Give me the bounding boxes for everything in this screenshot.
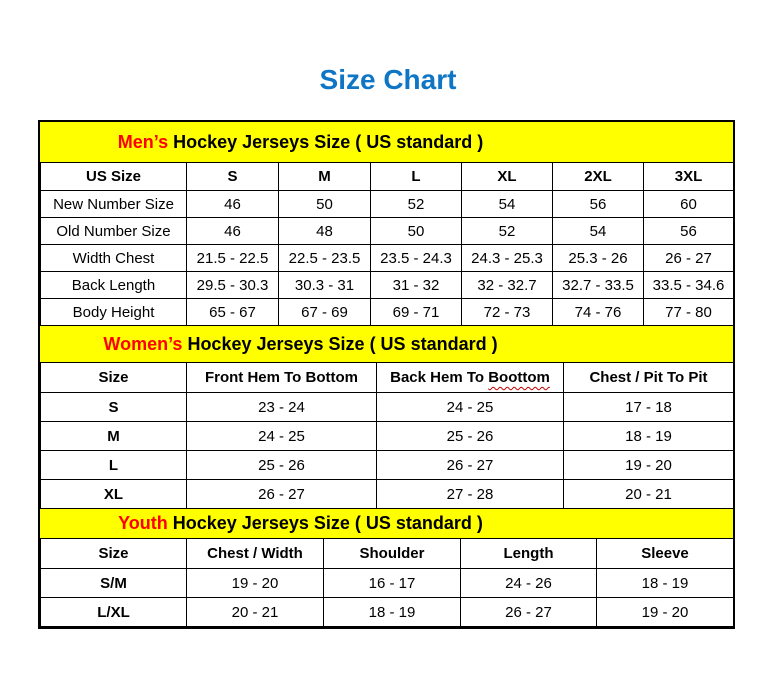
row-label: L [41, 451, 187, 480]
value-cell: 25 - 26 [377, 422, 564, 451]
youth-title-rest: Hockey Jerseys Size ( US standard ) [167, 513, 483, 533]
col-header: Size [41, 363, 187, 393]
value-cell: 18 - 19 [564, 422, 734, 451]
table-row [41, 393, 734, 422]
value-cell: 46 [187, 191, 279, 218]
value-cell: 26 - 27 [644, 245, 734, 272]
value-cell: 33.5 - 34.6 [644, 272, 734, 299]
col-header [377, 363, 564, 393]
row-label: S [41, 393, 187, 422]
row-label: S/M [41, 569, 187, 598]
value-cell: 17 - 18 [564, 393, 734, 422]
value-cell: 30.3 - 31 [279, 272, 371, 299]
value-cell: 48 [279, 218, 371, 245]
row-label: Body Height [41, 299, 187, 326]
table-row [41, 191, 734, 218]
col-header: 3XL [644, 163, 734, 191]
value-cell: 26 - 27 [377, 451, 564, 480]
value-cell: 56 [644, 218, 734, 245]
row-label: Back Length [41, 272, 187, 299]
youth-table-title [40, 509, 733, 538]
womens-title-highlight: Women’s [103, 334, 183, 354]
value-cell: 25 - 26 [187, 451, 377, 480]
value-cell: 20 - 21 [564, 480, 734, 509]
value-cell: 18 - 19 [324, 598, 461, 627]
table-row [41, 299, 734, 326]
col-header: Sleeve [597, 539, 734, 569]
youth-title-highlight: Youth [118, 513, 168, 533]
table-row [41, 272, 734, 299]
value-cell: 26 - 27 [461, 598, 597, 627]
value-cell: 65 - 67 [187, 299, 279, 326]
youth-size-table [40, 538, 734, 627]
value-cell: 19 - 20 [187, 569, 324, 598]
value-cell: 32 - 32.7 [462, 272, 553, 299]
col-header-text: Back Hem To [390, 369, 489, 386]
table-row [41, 598, 734, 627]
womens-header-row [41, 363, 734, 393]
mens-table-title [40, 122, 733, 162]
value-cell: 67 - 69 [279, 299, 371, 326]
value-cell: 29.5 - 30.3 [187, 272, 279, 299]
table-row [41, 422, 734, 451]
value-cell: 32.7 - 33.5 [553, 272, 644, 299]
value-cell: 74 - 76 [553, 299, 644, 326]
value-cell: 50 [371, 218, 462, 245]
col-header: US Size [41, 163, 187, 191]
col-header: XL [462, 163, 553, 191]
womens-table-title [40, 326, 733, 362]
womens-title-rest: Hockey Jerseys Size ( US standard ) [182, 334, 498, 354]
value-cell: 31 - 32 [371, 272, 462, 299]
value-cell: 24 - 25 [377, 393, 564, 422]
value-cell: 19 - 20 [564, 451, 734, 480]
col-header: S [187, 163, 279, 191]
col-header: Size [41, 539, 187, 569]
table-row [41, 218, 734, 245]
table-row [41, 480, 734, 509]
value-cell: 27 - 28 [377, 480, 564, 509]
value-cell: 26 - 27 [187, 480, 377, 509]
value-cell: 69 - 71 [371, 299, 462, 326]
value-cell: 52 [462, 218, 553, 245]
table-row [41, 245, 734, 272]
page-title: Size Chart [319, 64, 457, 95]
col-header: Shoulder [324, 539, 461, 569]
value-cell: 25.3 - 26 [553, 245, 644, 272]
value-cell: 20 - 21 [187, 598, 324, 627]
womens-size-table [40, 362, 734, 509]
value-cell: 56 [553, 191, 644, 218]
misspelled-word: Boottom [488, 369, 550, 386]
mens-header-row [41, 163, 734, 191]
col-header: Length [461, 539, 597, 569]
col-header: M [279, 163, 371, 191]
table-row [41, 569, 734, 598]
row-label: Width Chest [41, 245, 187, 272]
row-label: Old Number Size [41, 218, 187, 245]
row-label: M [41, 422, 187, 451]
mens-title-rest: Hockey Jerseys Size ( US standard ) [168, 132, 484, 152]
table-row [41, 451, 734, 480]
mens-title-highlight: Men’s [117, 132, 169, 152]
col-header: Chest / Width [187, 539, 324, 569]
value-cell: 77 - 80 [644, 299, 734, 326]
value-cell: 24 - 26 [461, 569, 597, 598]
value-cell: 54 [462, 191, 553, 218]
value-cell: 54 [553, 218, 644, 245]
value-cell: 22.5 - 23.5 [279, 245, 371, 272]
value-cell: 16 - 17 [324, 569, 461, 598]
col-header: Chest / Pit To Pit [564, 363, 734, 393]
mens-size-table [40, 162, 734, 326]
row-label: XL [41, 480, 187, 509]
col-header: 2XL [553, 163, 644, 191]
value-cell: 18 - 19 [597, 569, 734, 598]
size-chart [38, 120, 735, 629]
col-header: L [371, 163, 462, 191]
value-cell: 23.5 - 24.3 [371, 245, 462, 272]
value-cell: 52 [371, 191, 462, 218]
value-cell: 50 [279, 191, 371, 218]
col-header: Front Hem To Bottom [187, 363, 377, 393]
row-label: New Number Size [41, 191, 187, 218]
value-cell: 24.3 - 25.3 [462, 245, 553, 272]
value-cell: 19 - 20 [597, 598, 734, 627]
value-cell: 21.5 - 22.5 [187, 245, 279, 272]
value-cell: 24 - 25 [187, 422, 377, 451]
value-cell: 72 - 73 [462, 299, 553, 326]
youth-header-row [41, 539, 734, 569]
value-cell: 46 [187, 218, 279, 245]
row-label: L/XL [41, 598, 187, 627]
value-cell: 60 [644, 191, 734, 218]
value-cell: 23 - 24 [187, 393, 377, 422]
